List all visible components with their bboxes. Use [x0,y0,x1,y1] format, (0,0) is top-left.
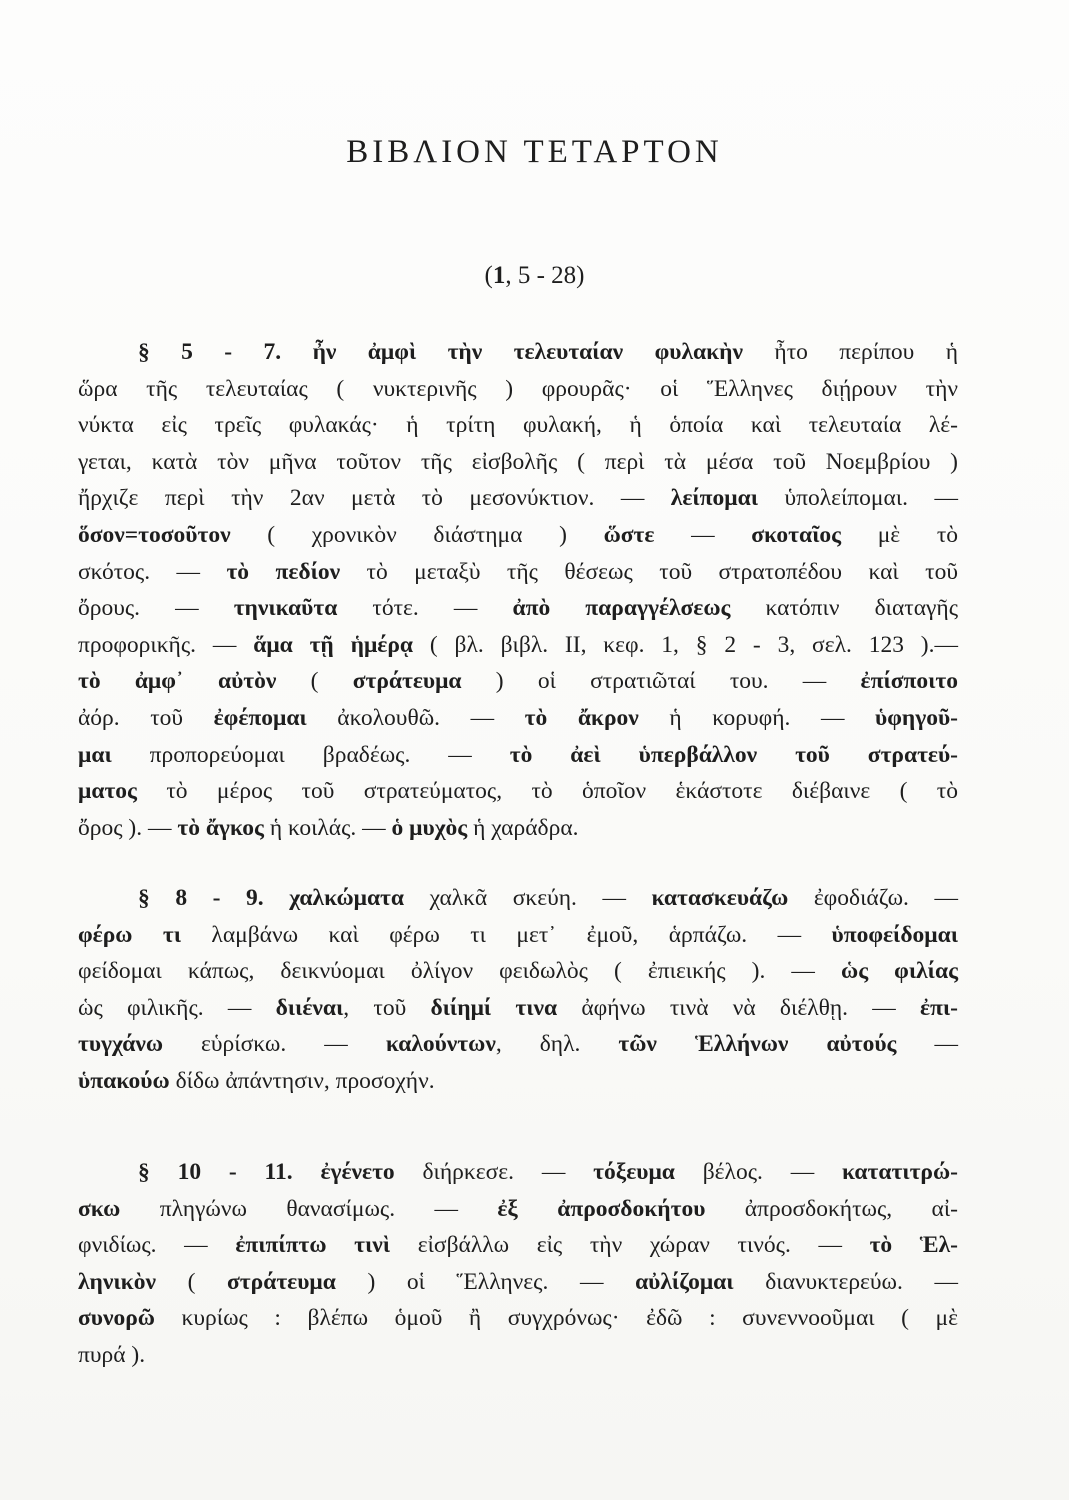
text-line [78,737,958,774]
lemma-term: ὡς φιλίας [841,958,958,985]
gloss-text: προπορεύομαι βραδέως. — [111,741,510,768]
text-line [78,517,958,554]
gloss-text: χαλκᾶ σκεύη. — [404,885,652,911]
gloss-text: ὑπολείπομαι. — [758,485,958,512]
text-line [78,1063,958,1100]
gloss-text: ὄρους. — [78,595,234,622]
lemma-term: ἐπίσποιτο [860,668,959,695]
lemma-term: τὸ ἀμφ᾽ αὐτὸν [78,668,277,695]
gloss-text: ἡ κοιλάς. — [263,814,392,841]
text-line [78,990,958,1027]
gloss-text: νύκτα εἰς τρεῖς φυλακάς· ἡ τρίτη φυλακή, ἡ ὁποία καὶ τελευταία λέ- [78,412,958,439]
lemma-term: ὥστε [603,521,655,548]
lemma-term: στράτευμα [352,668,462,695]
lemma-term: διίημί τινα [430,994,558,1021]
section-5-7 [78,334,958,846]
text-line [78,1227,958,1264]
gloss-text: κυρίως : βλέπω ὁμοῦ ἢ συγχρόνως· ἐδῶ : συνεννοοῦμαι ( μὲ [154,1305,958,1332]
text-line [78,444,958,481]
lemma-term: ἦν ἀμφὶ τὴν τελευταίαν φυλακὴν [312,339,743,365]
text-line [78,480,958,517]
lemma-term: σκω [78,1195,121,1222]
gloss-text: τότε. — [337,595,513,622]
lemma-term: αὐλίζομαι [635,1268,734,1295]
gloss-text: διανυκτερεύω. — [733,1268,958,1295]
lemma-term: ἐγένετο [320,1159,395,1185]
text-line [78,407,958,444]
gloss-text: ( χρονικὸν διάστημα ) [230,521,604,548]
lemma-term: τυγχάνω [78,1031,163,1058]
gloss-text: ἦτο περίπου ἡ [743,339,959,365]
text-line [78,700,958,737]
gloss-text: ἤρχιζε περὶ τὴν 2αν μετὰ τὸ μεσονύκτιον. — [78,485,671,512]
text-line [78,1191,958,1228]
gloss-text: ἀόρ. τοῦ [78,704,214,731]
gloss-text: ) οἱ Ἕλληνες. — [335,1268,636,1295]
gloss-text: μὲ τὸ [841,521,959,548]
lemma-term: ὑποφείδομαι [831,921,959,948]
gloss-text: βέλος. — [674,1159,843,1185]
text-line [78,371,958,408]
lemma-term: ἐξ ἀπροσδοκήτου [497,1195,706,1222]
lemma-term: χαλκώματα [289,885,405,911]
lemma-term: ἀπὸ παραγγέλσεως [512,595,731,622]
lemma-term: συνορῶ [78,1305,155,1332]
gloss-text: πληγώνω θανασίμως. — [120,1195,498,1222]
lemma-term: ὑπακούω [78,1067,170,1094]
gloss-text: , δηλ. [495,1031,619,1058]
text-line [78,1264,958,1301]
text-line [78,590,958,627]
gloss-text: ἀκολουθῶ. — [306,704,525,731]
chapter-number: 1 [492,262,506,289]
gloss-text: εὑρίσκω. — [163,1031,386,1058]
gloss-text: ( βλ. βιβλ. II, κεφ. 1, § 2 - 3, σελ. 123 ).— [413,631,958,658]
lemma-term: λείπομαι [670,485,759,512]
gloss-text: τὸ μέρος τοῦ στρατεύματος, τὸ ὁποῖον ἑκάστοτε διέβαινε ( τὸ [136,778,958,805]
lemma-term: καλούντων [385,1031,496,1058]
gloss-text: φείδομαι κάπως, δεικνύομαι ὀλίγον φειδωλὸς ( ἐπιεικής ). — [78,958,842,985]
gloss-text: ἀπροσδοκήτως, αἰ- [705,1195,958,1222]
gloss-text: ἡ χαράδρα. [467,814,579,841]
gloss-text: πυρά ). [78,1341,146,1368]
gloss-text: τὸ μεταξὺ τῆς θέσεως τοῦ στρατοπέδου καὶ τοῦ [340,558,958,585]
gloss-text: ἐφοδιάζω. — [788,885,959,911]
lemma-term: τῶν Ἑλλήνων αὐτούς [618,1031,897,1058]
gloss-text: ὥρα τῆς τελευταίας ( νυκτερινῆς ) φρουρᾶς· οἱ Ἕλληνες διῄρουν τὴν [78,375,958,402]
chapter-range [0,262,1069,290]
lemma-term: ματος [78,778,137,805]
text-line [78,627,958,664]
text-line [78,334,958,371]
text-line [78,953,958,990]
lemma-term: ὅσον=τοσοῦτον [78,521,231,548]
gloss-text: ἡ κορυφή. — [638,704,876,731]
gloss-text: εἰσβάλλω εἰς τὴν χώραν τινός. — [390,1232,870,1259]
lemma-term: τόξευμα [593,1159,675,1185]
gloss-text: , τοῦ [343,994,431,1021]
gloss-text: διήρκεσε. — [394,1159,594,1185]
chapter-range-open: ( [484,262,493,289]
lemma-term: ἐπι- [919,994,958,1021]
gloss-text: σκότος. — [78,558,227,585]
lemma-term: τὸ πεδίον [226,558,341,585]
lemma-term: διιέναι [275,994,344,1021]
lemma-term: ἐφέπομαι [213,704,307,731]
text-line [78,917,958,954]
lemma-term: τὸ ἄγκος [177,814,264,841]
lemma-term: § 10 - 11. [138,1159,321,1185]
lemma-term: ὁ μυχὸς [391,814,468,841]
gloss-text: — [896,1031,958,1058]
gloss-text: κατόπιν διαταγῆς [730,595,959,622]
lemma-term: σκοταῖος [751,521,842,548]
lemma-term: ληνικὸν [78,1268,156,1295]
lemma-term: τὸ Ἑλ- [869,1232,959,1259]
text-line [78,1300,958,1337]
text-line [78,554,958,591]
text-line [78,880,958,917]
section-10-11 [78,1154,958,1374]
lemma-term: τὸ ἄκρον [524,704,639,731]
text-line [78,773,958,810]
page-title: ΒΙΒΛΙΟΝ ΤΕΤΑΡΤΟΝ [346,134,723,170]
lemma-term: § 8 - 9. [138,885,290,911]
lemma-term: τὸ ἀεὶ ὑπερβάλλον τοῦ στρατεύ- [509,741,958,768]
gloss-text: δίδω ἀπάντησιν, προσοχήν. [169,1067,435,1094]
gloss-text: ὄρος ). — [78,814,178,841]
section-8-9 [78,880,958,1100]
lemma-term: φέρω τι [78,921,181,948]
gloss-text: ) οἱ στρατιῶταί του. — [461,668,861,695]
gloss-text: ἀφήνω τινὰ νὰ διέλθῃ. — [557,994,920,1021]
lemma-term: τηνικαῦτα [233,595,338,622]
text-line [78,663,958,700]
text-line [78,1154,958,1191]
lemma-term: κατασκευάζω [651,885,789,911]
text-line [78,810,958,847]
lemma-term: § 5 - 7. [138,339,313,365]
gloss-text: φνιδίως. — [78,1232,236,1259]
lemma-term: κατατιτρώ- [842,1159,958,1185]
gloss-text: προφορικῆς. — [78,631,254,658]
chapter-range-rest: , 5 - 28) [505,262,585,289]
gloss-text: — [654,521,752,548]
lemma-term: ὑφηγοῦ- [875,704,958,731]
text-line [78,1026,958,1063]
gloss-text: ὡς φιλικῆς. — [78,994,276,1021]
gloss-text: ( [276,668,353,695]
lemma-term: μαι [78,741,112,768]
gloss-text: λαμβάνω καὶ φέρω τι μετ᾽ ἐμοῦ, ἁρπάζω. — [181,921,832,948]
gloss-text: γεται, κατὰ τὸν μῆνα τοῦτον τῆς εἰσβολῆς ( περὶ τὰ μέσα τοῦ Νοεμβρίου ) [78,448,958,475]
lemma-term: ἅμα τῇ ἡμέρᾳ [253,631,414,658]
gloss-text: ( [155,1268,228,1295]
text-line [78,1337,958,1374]
lemma-term: στράτευμα [227,1268,336,1295]
lemma-term: ἐπιπίπτω τινὶ [235,1232,391,1259]
